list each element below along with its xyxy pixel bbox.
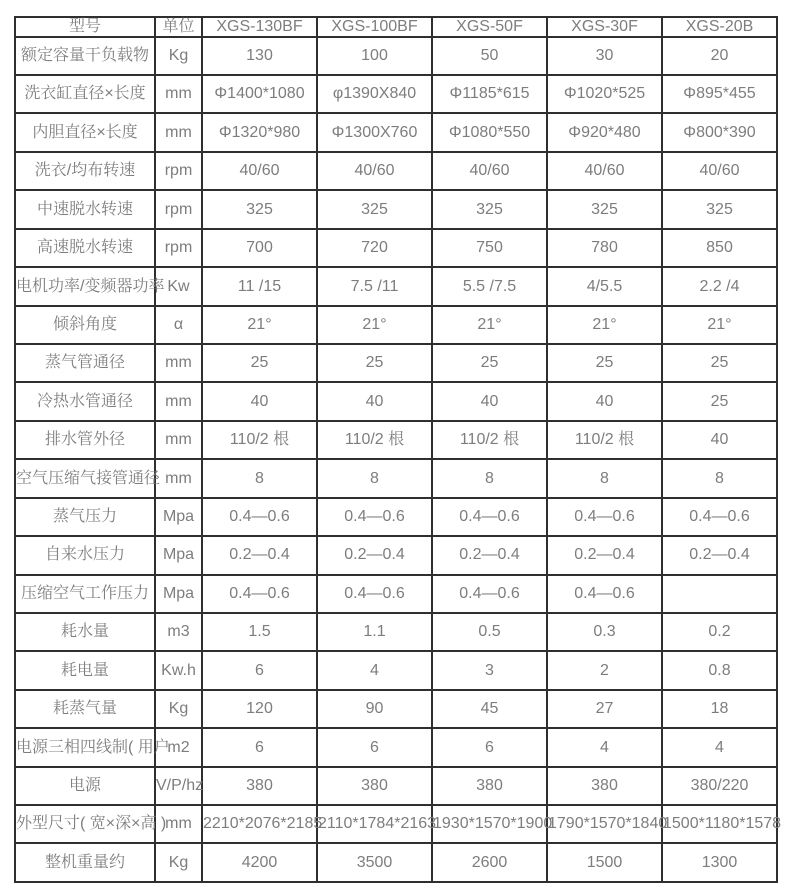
header-xgs-30f: XGS-30F	[547, 17, 662, 37]
value-cell	[662, 575, 777, 613]
value-cell: 20	[662, 37, 777, 75]
value-cell: 4	[662, 728, 777, 766]
value-cell: 750	[432, 229, 547, 267]
row-label-cell: 自来水压力	[15, 536, 155, 574]
value-cell: 0.4—0.6	[202, 575, 317, 613]
header-xgs-50f: XGS-50F	[432, 17, 547, 37]
value-cell: 120	[202, 690, 317, 728]
value-cell: 780	[547, 229, 662, 267]
value-cell: 0.4—0.6	[317, 498, 432, 536]
value-cell: 8	[202, 459, 317, 497]
row-label-cell: 蒸气压力	[15, 498, 155, 536]
value-cell: 40/60	[317, 152, 432, 190]
value-cell: 25	[202, 344, 317, 382]
value-cell: 1930*1570*1900	[432, 805, 547, 843]
unit-cell: Kw	[155, 267, 202, 305]
row-label-cell: 冷热水管通径	[15, 382, 155, 420]
value-cell: 130	[202, 37, 317, 75]
table-row	[15, 805, 777, 843]
table-row	[15, 113, 777, 151]
value-cell: 2	[547, 651, 662, 689]
row-label-cell: 耗电量	[15, 651, 155, 689]
table-row	[15, 344, 777, 382]
table-row	[15, 728, 777, 766]
unit-cell: mm	[155, 805, 202, 843]
value-cell: 380/220	[662, 767, 777, 805]
value-cell: Φ1020*525	[547, 75, 662, 113]
value-cell: 25	[662, 344, 777, 382]
value-cell: 4	[547, 728, 662, 766]
value-cell: 2210*2076*2185	[202, 805, 317, 843]
value-cell: 40/60	[432, 152, 547, 190]
value-cell: Φ895*455	[662, 75, 777, 113]
table-row	[15, 498, 777, 536]
value-cell: 850	[662, 229, 777, 267]
value-cell: 21°	[662, 306, 777, 344]
value-cell: 40/60	[202, 152, 317, 190]
row-label-cell: 额定容量干负载物	[15, 37, 155, 75]
unit-cell: α	[155, 306, 202, 344]
value-cell: 325	[547, 190, 662, 228]
table-row	[15, 575, 777, 613]
unit-cell: Kg	[155, 690, 202, 728]
value-cell: 0.5	[432, 613, 547, 651]
unit-cell: mm	[155, 344, 202, 382]
row-label-cell: 蒸气管通径	[15, 344, 155, 382]
value-cell: 2600	[432, 843, 547, 882]
row-label-cell: 空气压缩气接管通径	[15, 459, 155, 497]
table-row	[15, 75, 777, 113]
value-cell: 21°	[317, 306, 432, 344]
value-cell: Φ1320*980	[202, 113, 317, 151]
unit-cell: m3	[155, 613, 202, 651]
value-cell: 8	[547, 459, 662, 497]
row-label-cell: 排水管外径	[15, 421, 155, 459]
unit-cell: Mpa	[155, 536, 202, 574]
value-cell: 0.4—0.6	[662, 498, 777, 536]
table-row	[15, 229, 777, 267]
row-label-cell: 洗衣缸直径×长度	[15, 75, 155, 113]
value-cell: 0.2—0.4	[432, 536, 547, 574]
header-xgs-100bf: XGS-100BF	[317, 17, 432, 37]
table-row	[15, 421, 777, 459]
value-cell: 40/60	[547, 152, 662, 190]
value-cell: 720	[317, 229, 432, 267]
value-cell: 40	[317, 382, 432, 420]
value-cell: 27	[547, 690, 662, 728]
value-cell: 110/2 根	[547, 421, 662, 459]
unit-cell: Kg	[155, 37, 202, 75]
value-cell: 50	[432, 37, 547, 75]
value-cell: 325	[662, 190, 777, 228]
value-cell: 0.2—0.4	[317, 536, 432, 574]
row-label-cell: 耗水量	[15, 613, 155, 651]
table-row	[15, 152, 777, 190]
value-cell: 25	[317, 344, 432, 382]
unit-cell: rpm	[155, 190, 202, 228]
table-row	[15, 382, 777, 420]
value-cell: 6	[202, 651, 317, 689]
value-cell: 25	[547, 344, 662, 382]
spec-table	[14, 16, 782, 883]
value-cell: 8	[317, 459, 432, 497]
value-cell: Φ920*480	[547, 113, 662, 151]
value-cell: Φ1080*550	[432, 113, 547, 151]
value-cell: 3500	[317, 843, 432, 882]
value-cell: 1.1	[317, 613, 432, 651]
unit-cell: Mpa	[155, 498, 202, 536]
value-cell: 1.5	[202, 613, 317, 651]
table-row	[15, 767, 777, 805]
value-cell: Φ1185*615	[432, 75, 547, 113]
value-cell: 30	[547, 37, 662, 75]
row-label-cell: 中速脱水转速	[15, 190, 155, 228]
value-cell: 0.4—0.6	[547, 575, 662, 613]
value-cell: 2.2 /4	[662, 267, 777, 305]
value-cell: 0.2	[662, 613, 777, 651]
header-model-label: 型号	[15, 17, 155, 37]
value-cell: 6	[202, 728, 317, 766]
value-cell: 45	[432, 690, 547, 728]
header-unit-label: 单位	[155, 17, 202, 37]
value-cell: 100	[317, 37, 432, 75]
table-row	[15, 190, 777, 228]
table-row	[15, 267, 777, 305]
value-cell: 380	[547, 767, 662, 805]
value-cell: 90	[317, 690, 432, 728]
table-row	[15, 843, 777, 882]
value-cell: 2110*1784*2163	[317, 805, 432, 843]
header-xgs-20b: XGS-20B	[662, 17, 777, 37]
value-cell: 0.8	[662, 651, 777, 689]
value-cell: 0.3	[547, 613, 662, 651]
header-xgs-130bf: XGS-130BF	[202, 17, 317, 37]
value-cell: 380	[317, 767, 432, 805]
unit-cell: rpm	[155, 152, 202, 190]
unit-cell: m2	[155, 728, 202, 766]
row-label-cell: 电源三相四线制( 用户	[15, 728, 155, 766]
value-cell: 4/5.5	[547, 267, 662, 305]
value-cell: 0.4—0.6	[317, 575, 432, 613]
value-cell: 11 /15	[202, 267, 317, 305]
value-cell: 325	[432, 190, 547, 228]
value-cell: 21°	[547, 306, 662, 344]
value-cell: Φ1300X760	[317, 113, 432, 151]
value-cell: 325	[317, 190, 432, 228]
value-cell: 3	[432, 651, 547, 689]
value-cell: 0.4—0.6	[432, 498, 547, 536]
unit-cell: Kw.h	[155, 651, 202, 689]
value-cell: 0.4—0.6	[547, 498, 662, 536]
unit-cell: mm	[155, 382, 202, 420]
value-cell: 8	[432, 459, 547, 497]
value-cell: 110/2 根	[317, 421, 432, 459]
value-cell: 4200	[202, 843, 317, 882]
unit-cell: mm	[155, 75, 202, 113]
unit-cell: mm	[155, 113, 202, 151]
unit-cell: rpm	[155, 229, 202, 267]
value-cell: 110/2 根	[432, 421, 547, 459]
row-label-cell: 倾斜角度	[15, 306, 155, 344]
table-row	[15, 690, 777, 728]
value-cell: 1500*1180*1578	[662, 805, 777, 843]
value-cell: 21°	[432, 306, 547, 344]
table-row	[15, 651, 777, 689]
row-label-cell: 压缩空气工作压力	[15, 575, 155, 613]
value-cell: 6	[317, 728, 432, 766]
value-cell: Φ1400*1080	[202, 75, 317, 113]
header-row	[15, 17, 777, 37]
value-cell: 1300	[662, 843, 777, 882]
unit-cell: V/P/hz	[155, 767, 202, 805]
row-label-cell: 内胆直径×长度	[15, 113, 155, 151]
row-label-cell: 整机重量约	[15, 843, 155, 882]
value-cell: 40	[432, 382, 547, 420]
row-label-cell: 耗蒸气量	[15, 690, 155, 728]
value-cell: 0.2—0.4	[662, 536, 777, 574]
value-cell: 1500	[547, 843, 662, 882]
value-cell: 5.5 /7.5	[432, 267, 547, 305]
value-cell: 40	[662, 421, 777, 459]
value-cell: 40	[547, 382, 662, 420]
value-cell: 380	[432, 767, 547, 805]
value-cell: 8	[662, 459, 777, 497]
table-row	[15, 613, 777, 651]
row-label-cell: 电机功率/变频器功率	[15, 267, 155, 305]
value-cell: 0.4—0.6	[432, 575, 547, 613]
table-row	[15, 37, 777, 75]
row-label-cell: 洗衣/均布转速	[15, 152, 155, 190]
value-cell: 1790*1570*1840	[547, 805, 662, 843]
value-cell: 110/2 根	[202, 421, 317, 459]
value-cell: 700	[202, 229, 317, 267]
value-cell: 4	[317, 651, 432, 689]
value-cell: 380	[202, 767, 317, 805]
value-cell: 325	[202, 190, 317, 228]
unit-cell: mm	[155, 421, 202, 459]
value-cell: 0.2—0.4	[547, 536, 662, 574]
value-cell: 40/60	[662, 152, 777, 190]
value-cell: Φ800*390	[662, 113, 777, 151]
table-row	[15, 306, 777, 344]
unit-cell: Mpa	[155, 575, 202, 613]
value-cell: 6	[432, 728, 547, 766]
value-cell: 7.5 /11	[317, 267, 432, 305]
unit-cell: mm	[155, 459, 202, 497]
value-cell: 21°	[202, 306, 317, 344]
table-row	[15, 459, 777, 497]
value-cell: 25	[432, 344, 547, 382]
value-cell: φ1390X840	[317, 75, 432, 113]
unit-cell: Kg	[155, 843, 202, 882]
value-cell: 0.4—0.6	[202, 498, 317, 536]
value-cell: 25	[662, 382, 777, 420]
row-label-cell: 高速脱水转速	[15, 229, 155, 267]
row-label-cell: 电源	[15, 767, 155, 805]
table-row	[15, 536, 777, 574]
value-cell: 0.2—0.4	[202, 536, 317, 574]
value-cell: 40	[202, 382, 317, 420]
value-cell: 18	[662, 690, 777, 728]
row-label-cell: 外型尺寸( 宽×深×高 )	[15, 805, 155, 843]
